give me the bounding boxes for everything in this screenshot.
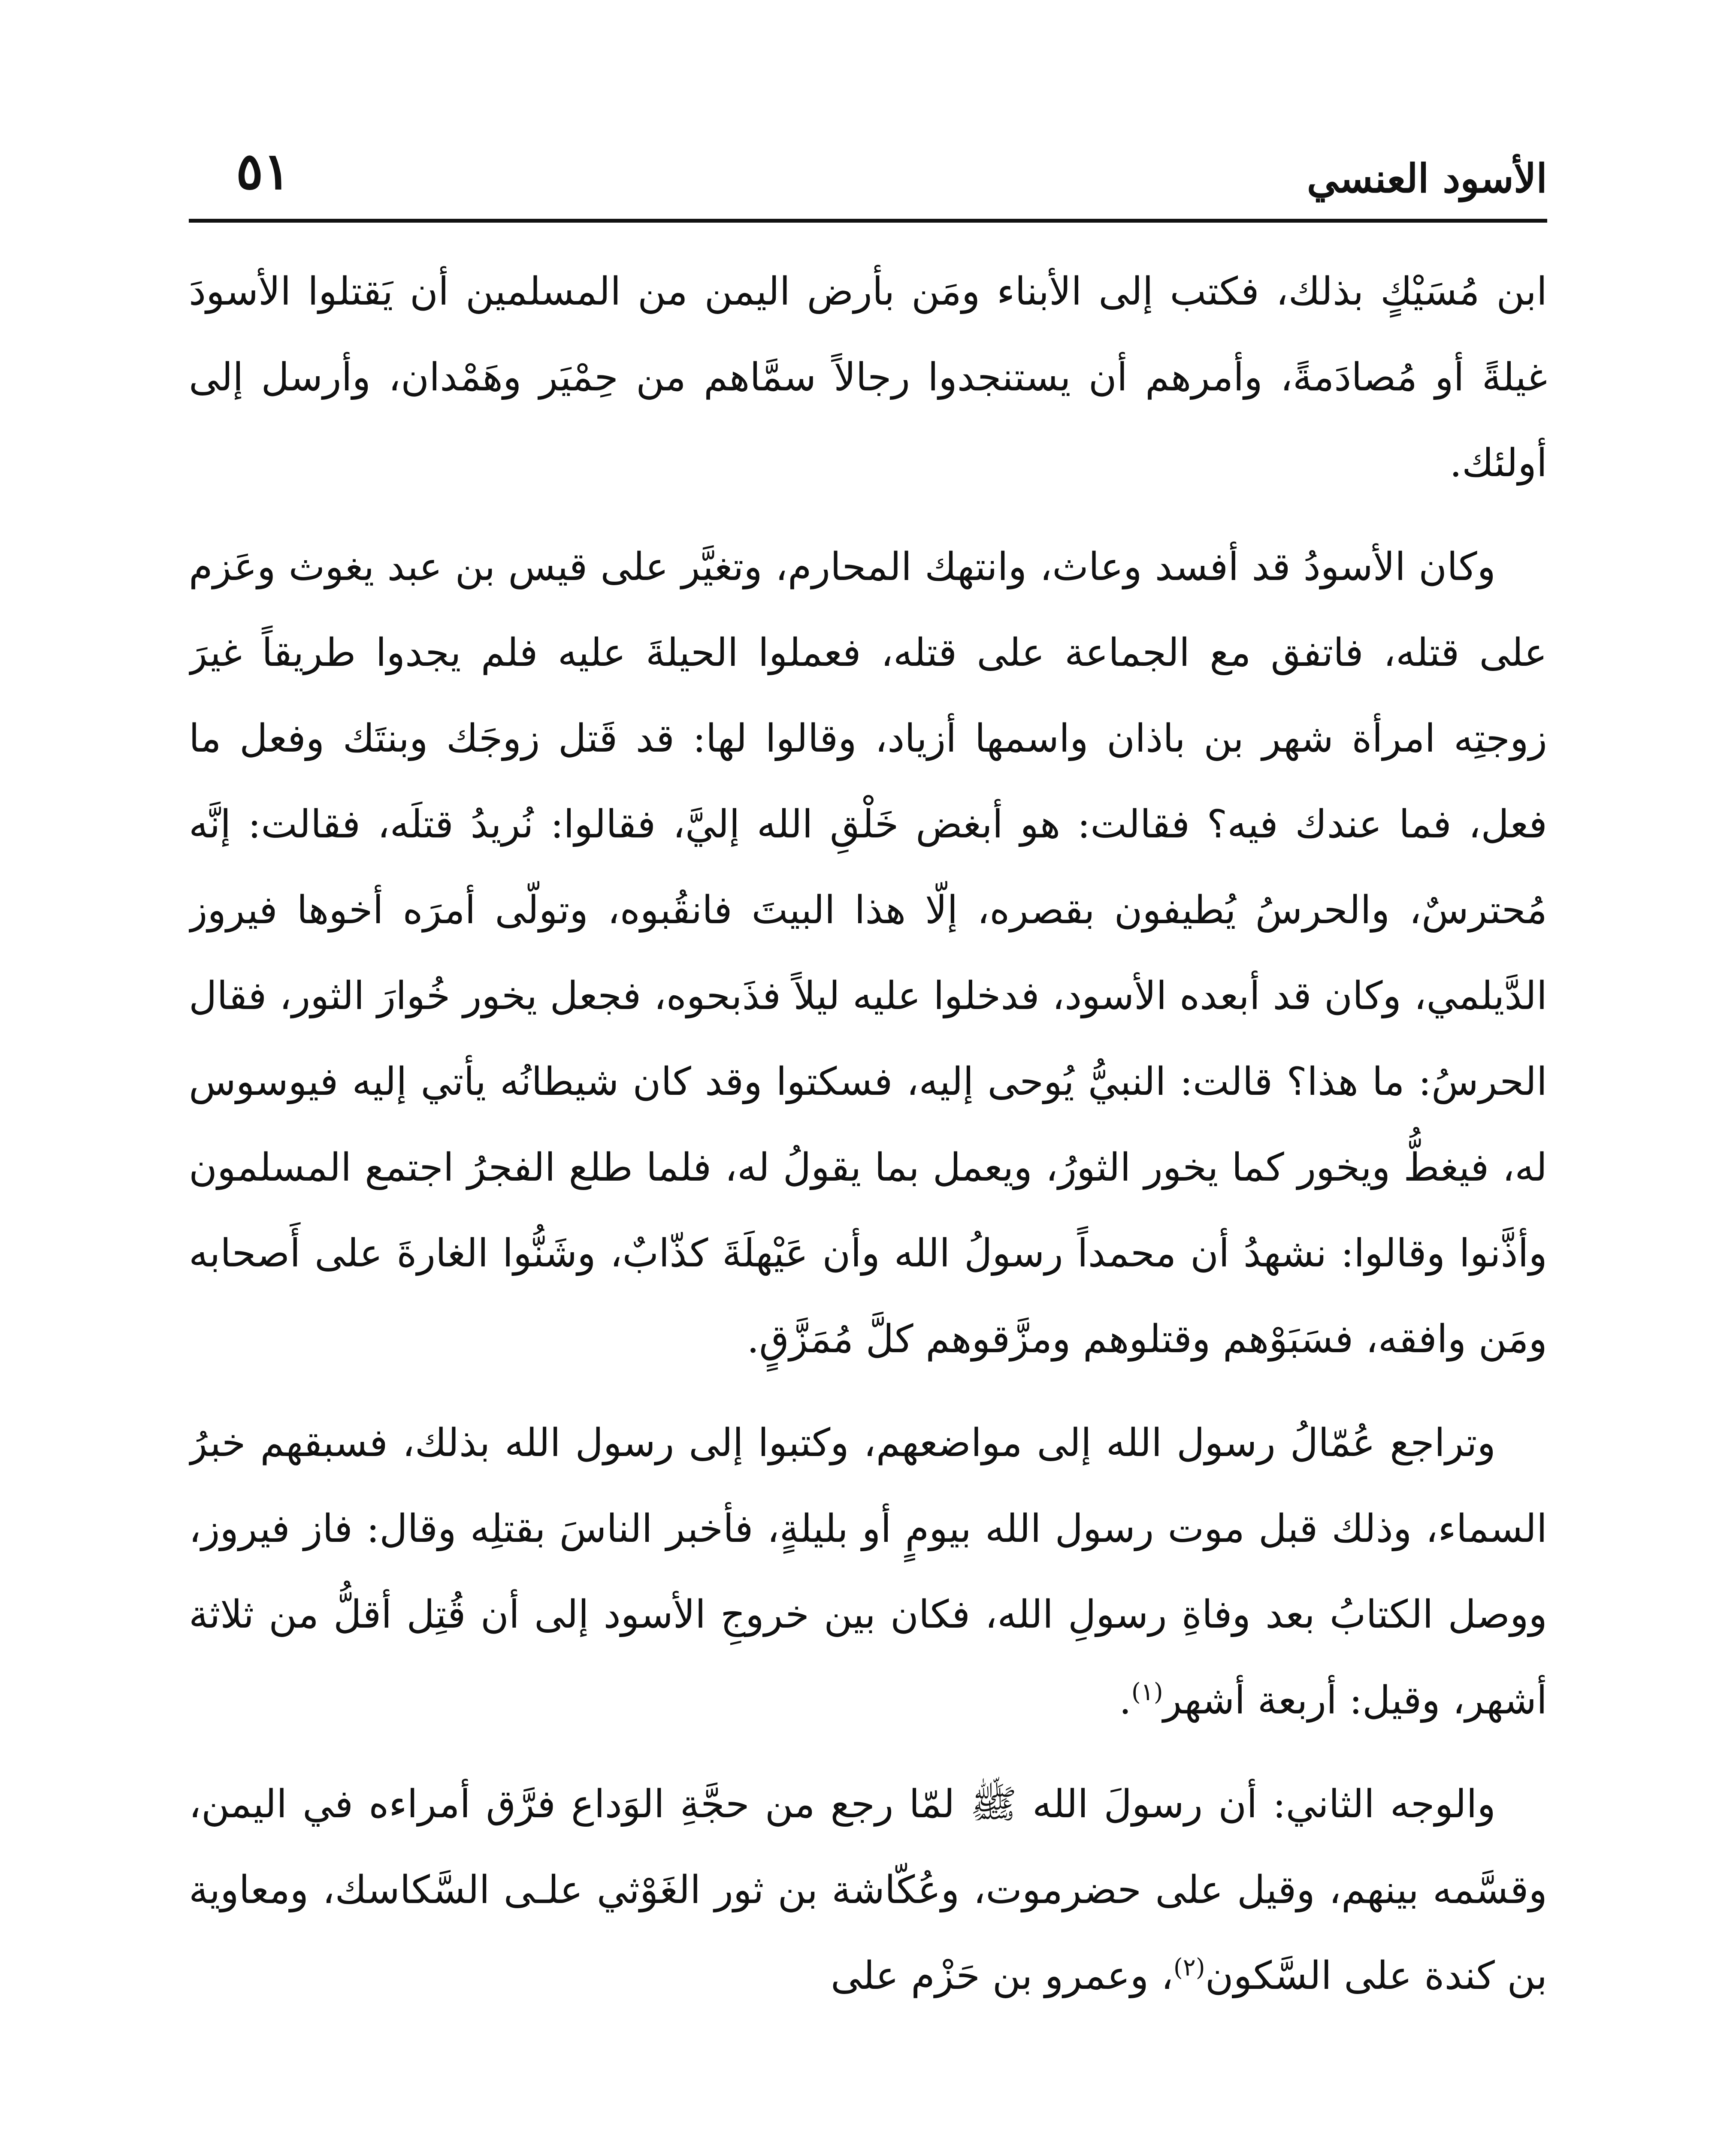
paragraph-4 [189, 1761, 1547, 2019]
paragraph-1: ابن مُسَيْكٍ بذلك، فكتب إلى الأبناء ومَن بأرض اليمن من المسلمين أن يَقتلوا الأسودَ غيلةً أو مُصادَمةً، وأمرهم أن يستنجدوا رجالاً سمَّاهم من حِمْيَر وهَمْدان، وأرسل إلى أولئك. [189, 269, 1547, 486]
main-text [189, 249, 1547, 2145]
page-header [189, 142, 1547, 223]
paragraph-3 [189, 1400, 1547, 1743]
paragraph-4-text: والوجه الثاني: أن رسولَ الله ﷺ لمّا رجع من حجَّةِ الوَداع فرَّق أمراءه في اليمن، وقسَّمه بينهم، وقيل على حضرموت، وعُكّاشة بن ثور الغَوْثي علـى السَّكاسك، ومعاوية بن كندة على السَّكون [189, 1782, 1547, 1998]
running-title: الأسود العنسي [1307, 155, 1547, 202]
paragraph-2: وكان الأسودُ قد أفسد وعاث، وانتهك المحارم، وتغيَّر على قيس بن عبد يغوث وعَزم على قتله، فاتفق مع الجماعة على قتله، فعملوا الحيلةَ عليه فلم يجدوا طريقاً غيرَ زوجتِه امرأة شهر بن باذان واسمها أزياد، وقالوا لها: قد قَتل زوجَك وبنتَك وفعل ما فعل، فما عندك فيه؟ فقالت: هو أبغض خَلْقِ الله إليَّ، فقالوا: نُريدُ قتلَه، فقالت: إنَّه مُحترسٌ، والحرسُ يُطيفون بقصره، إلّا هذا البيتَ فانقُبوه، وتولّى أمرَه أخوها فيروز الدَّيلمي، وكان قد أبعده الأسود، فدخلوا عليه ليلاً فذَبحوه، فجعل يخور خُوارَ الثور، فقال الحرسُ: ما هذا؟ قالت: النبيُّ يُوحى إليه، فسكتوا وقد كان شيطانُه يأتي إليه فيوسوس له، فيغطُّ ويخور كما يخور الثورُ، ويعمل بما يقولُ له، فلما طلع الفجرُ اجتمع المسلمون وأذَّنوا وقالوا: نشهدُ أن محمداً رسولُ الله وأن عَيْهلَةَ كذّابٌ، وشَنُّوا الغارةَ على أَصحابه ومَن وافقه، فسَبَوْهم وقتلوهم ومزَّقوهم كلَّ مُمَزَّقٍ. [189, 544, 1547, 1362]
paragraph-4-ending: ، وعمرو بن حَزْم على [831, 1953, 1173, 1998]
paragraph-3-ending: . [1119, 1678, 1131, 1723]
paragraph-3-text: وتراجع عُمّالُ رسول الله إلى مواضعهم، وكتبوا إلى رسول الله بذلك، فسبقهم خبرُ السماء، وذلك قبل موت رسول الله بيومٍ أو بليلةٍ، فأخبر الناسَ بقتلِه وقال: فاز فيروز، ووصل الكتابُ بعد وفاةِ رسولِ الله، فكان بين خروجِ الأسود إلى أن قُتِل أقلُّ من ثلاثة أشهر، وقيل: أربعة أشهر [189, 1420, 1547, 1723]
footnote-reference-1: (١) [1131, 1678, 1163, 1706]
footnote-reference-2: (٢) [1173, 1954, 1205, 1982]
page-number: ٥١ [236, 141, 290, 201]
